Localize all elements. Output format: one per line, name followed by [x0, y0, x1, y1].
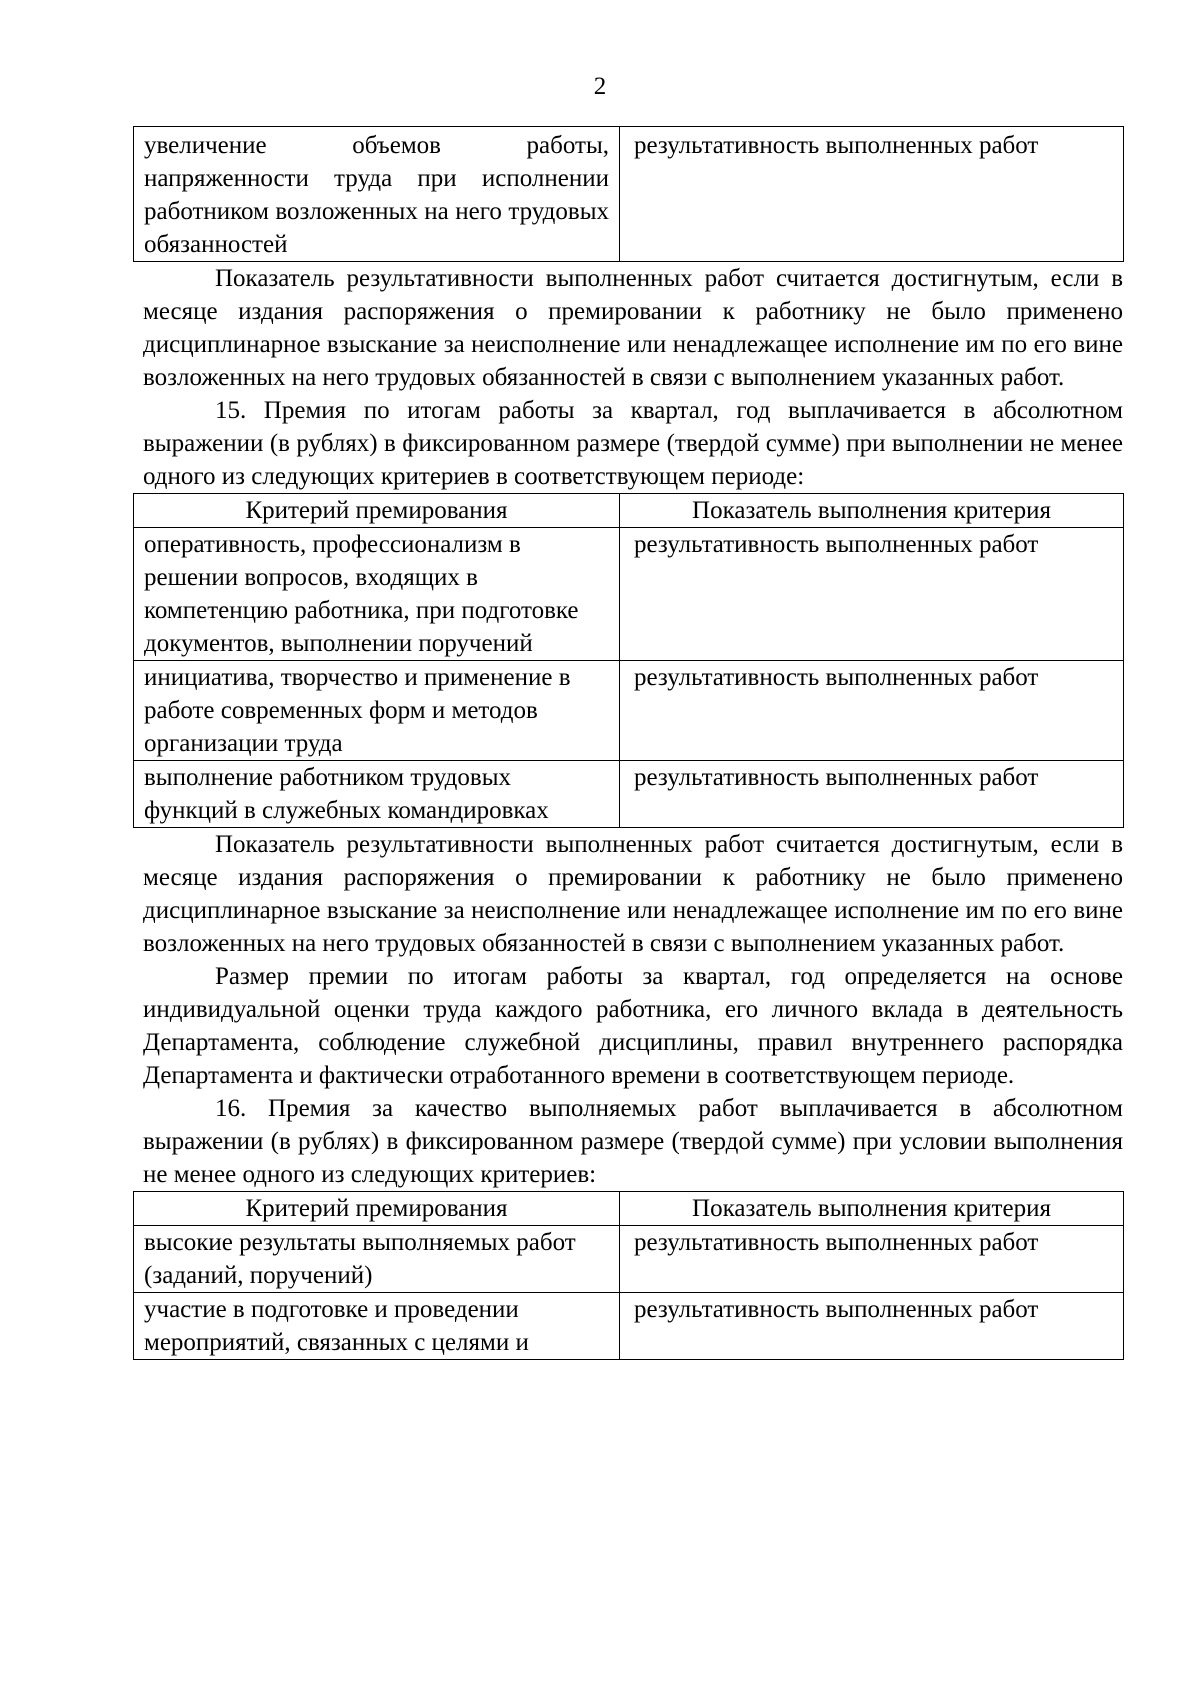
table-row	[134, 761, 1124, 828]
table-row	[134, 661, 1124, 761]
header-indicator: Показатель выполнения критерия	[620, 494, 1124, 528]
indicator-cell: результативность выполненных работ	[620, 661, 1124, 761]
table-row	[134, 1226, 1124, 1293]
indicator-cell: результативность выполненных работ	[620, 1226, 1124, 1293]
table-quarterly-criteria	[133, 493, 1124, 828]
table-header-row	[134, 1192, 1124, 1226]
criterion-cell: оперативность, профессионализм в решении вопросов, входящих в компетенцию работника, при подготовке документов, выполнении поручений	[134, 528, 620, 661]
indicator-cell: результативность выполненных работ	[620, 1293, 1124, 1360]
indicator-cell: результативность выполненных работ	[620, 528, 1124, 661]
indicator-cell: результативность выполненных работ	[620, 761, 1124, 828]
criterion-cell: высокие результаты выполняемых работ (заданий, поручений)	[134, 1226, 620, 1293]
criterion-cell: участие в подготовке и проведении мероприятий, связанных с целями и	[134, 1293, 620, 1360]
header-criterion: Критерий премирования	[134, 494, 620, 528]
table-row	[134, 528, 1124, 661]
table-quality-criteria	[133, 1191, 1124, 1360]
indicator-cell: результативность выполненных работ	[620, 127, 1124, 262]
table-header-row	[134, 494, 1124, 528]
criterion-cell: выполнение работником трудовых функций в служебных командировках	[134, 761, 620, 828]
header-indicator: Показатель выполнения критерия	[620, 1192, 1124, 1226]
page-number: 2	[593, 73, 607, 100]
bonus-size-paragraph: Размер премии по итогам работы за квартал, год определяется на основе индивидуальной оценки труда каждого работника, его личного вклада в деятельность Департамента, соблюдение служебной дисциплины, правил внутреннего распорядка Департамента и фактически отработанного времени в соответствующем периоде.	[143, 963, 1123, 1089]
table-continuation	[133, 126, 1124, 262]
section-16-paragraph: 16. Премия за качество выполняемых работ выплачивается в абсолютном выражении (в рублях) в фиксированном размере (твердой сумме) при условии выполнения не менее одного из следующих критериев:	[143, 1095, 1123, 1188]
indicator-paragraph-2: Показатель результативности выполненных работ считается достигнутым, если в месяце издания распоряжения о премировании к работнику не было применено дисциплинарное взыскание за неисполнение или ненадлежащее исполнение им по его вине возложенных на него трудовых обязанностей в связи с выполнением указанных работ.	[143, 831, 1123, 957]
criterion-cell: инициатива, творчество и применение в работе современных форм и методов организации труда	[134, 661, 620, 761]
section-15-paragraph: 15. Премия по итогам работы за квартал, год выплачивается в абсолютном выражении (в рублях) в фиксированном размере (твердой сумме) при выполнении не менее одного из следующих критериев в соответствующем периоде:	[143, 397, 1123, 490]
criterion-cell: увеличение объемов работы, напряженности труда при исполнении работником возложенных на него трудовых обязанностей	[134, 127, 620, 262]
table-row	[134, 1293, 1124, 1360]
page-content	[133, 126, 1123, 1360]
table-row	[134, 127, 1124, 262]
header-criterion: Критерий премирования	[134, 1192, 620, 1226]
indicator-paragraph-1: Показатель результативности выполненных работ считается достигнутым, если в месяце издания распоряжения о премировании к работнику не было применено дисциплинарное взыскание за неисполнение или ненадлежащее исполнение им по его вине возложенных на него трудовых обязанностей в связи с выполнением указанных работ.	[143, 265, 1123, 391]
